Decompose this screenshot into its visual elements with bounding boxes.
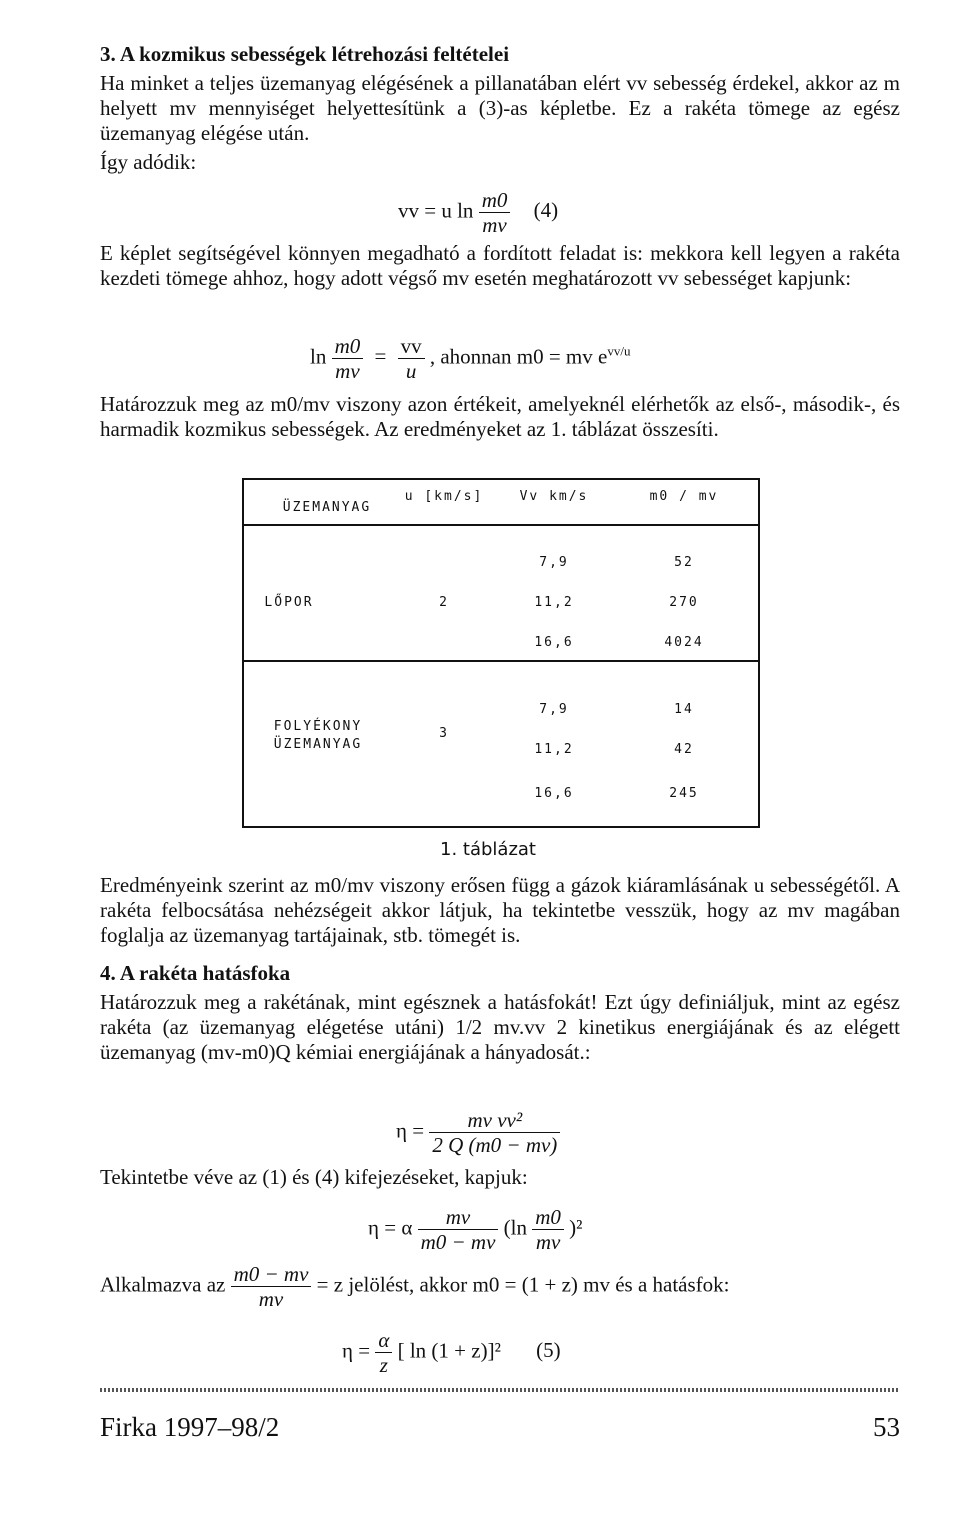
equation-4-tag: (4)	[533, 198, 559, 223]
section-4-title: 4. A rakéta hatásfoka	[100, 961, 291, 985]
table-header-ratio: m0 / mv	[649, 489, 719, 504]
substitution-den: mv	[258, 1287, 284, 1311]
table-row-2-u: 3	[439, 726, 449, 741]
equation-5-fraction	[375, 1328, 392, 1377]
equation-4-lhs: vv = u ln	[398, 198, 474, 223]
equation-efficiency-2-den-2: mv	[535, 1230, 561, 1254]
equation-efficiency-2-num-1: mv	[418, 1205, 499, 1230]
table-row-1-ratio-1: 52	[674, 555, 694, 570]
table-row-2-v-2: 11,2	[534, 742, 574, 757]
equation-5-rest: [ ln (1 + z)]²	[397, 1338, 501, 1363]
equation-4-numerator: m0	[479, 188, 511, 213]
table-header-u: u [km/s]	[404, 489, 484, 504]
equation-5-tag: (5)	[536, 1338, 561, 1363]
equation-5	[342, 1328, 561, 1377]
equation-efficiency-2-lhs: η = α	[368, 1215, 413, 1240]
equation-inverse-fraction-1	[332, 334, 364, 383]
section-3-paragraph-4: Határozzuk meg az m0/mv viszony azon értékeit, amelyeknél elérhetők az első-, második-, és harmadik kozmikus sebességek. Az eredményeket az 1. táblázat összesíti.	[100, 392, 900, 441]
equation-inverse-equals: =	[374, 344, 387, 369]
equation-inverse-fraction-2	[398, 334, 425, 383]
table-row-1-v-1: 7,9	[539, 555, 569, 570]
equation-efficiency-2-fraction-1	[418, 1205, 499, 1254]
equation-inverse-den-2: u	[405, 359, 417, 383]
table-row-1-ratio-3: 4024	[664, 635, 704, 650]
section-3-title: 3. A kozmikus sebességek létrehozási feltételei	[100, 42, 510, 66]
equation-4-fraction	[479, 188, 511, 237]
table-row-2-v-1: 7,9	[539, 702, 569, 717]
section-3-paragraph-1: Ha minket a teljes üzemanyag elégésének a pillanatában elért vv sebesség érdekel, akkor az m helyett mv mennyiséget helyettesítünk a (3)-as képletbe. Ez a rakéta tömege az egész üzemanyag elégése után.	[100, 71, 900, 145]
equation-efficiency-2-den-1: m0 − mv	[420, 1230, 496, 1254]
page-number: 53	[873, 1412, 900, 1442]
section-3-paragraph-2: Így adódik:	[100, 150, 197, 174]
substitution-line	[100, 1262, 900, 1311]
equation-inverse-rest: , ahonnan m0 = mv e	[429, 344, 608, 369]
substitution-num: m0 − mv	[231, 1262, 312, 1287]
equation-inverse-num-1: m0	[332, 334, 364, 359]
table-row-1-v-2: 11,2	[534, 595, 574, 610]
equation-efficiency-den: 2 Q (m0 − mv)	[432, 1133, 558, 1157]
equation-inverse-exponent: vv/u	[607, 343, 631, 359]
section-4-paragraph-1: Határozzuk meg a rakétának, mint egésznek a hatásfokát! Ezt úgy definiáljuk, mint az egész rakéta (az üzemanyag elégetése utáni) 1/2 mv.vv 2 kinetikus energiájának és az elégett üzemanyag (mv-m0)Q kémiai energiájának a hányadosát.:	[100, 990, 900, 1064]
table-row-2-ratio-1: 14	[674, 702, 694, 717]
equation-inverse	[310, 334, 630, 383]
table-row-2-ratio-3: 245	[669, 786, 699, 801]
table-row-2-ratio-2: 42	[674, 742, 694, 757]
table-row-1-fuel: LŐPOR	[264, 595, 314, 610]
equation-5-num: α	[375, 1328, 392, 1353]
journal-issue: Firka 1997–98/2	[100, 1412, 280, 1442]
table-row-1-ratio-2: 270	[669, 595, 699, 610]
table-header-fuel: ÜZEMANYAG	[282, 500, 372, 515]
equation-efficiency-2-num-2: m0	[532, 1205, 564, 1230]
equation-5-lhs: η =	[342, 1338, 371, 1363]
substitution-text-a: Alkalmazva az	[100, 1272, 226, 1297]
equation-efficiency-2-paren-left: (ln	[503, 1215, 527, 1240]
section-3-paragraph-5: Eredményeink szerint az m0/mv viszony erősen függ a gázok kiáramlásának u sebességétől. A rakéta felbocsátása nehézségeit akkor látjuk, ha tekintetbe vesszük, hogy az mv magában foglalja az üzemanyag tartájainak, stb. tömegét is.	[100, 873, 900, 947]
section-3-paragraph-3: E képlet segítségével könnyen megadható a fordított feladat is: mekkora kell legyen a rakéta kezdeti tömege ahhoz, hogy adott végső mv esetén meghatározott vv sebességet kapjunk:	[100, 241, 900, 290]
equation-inverse-num-2: vv	[398, 334, 425, 359]
table-row-2-v-3: 16,6	[534, 786, 574, 801]
equation-efficiency	[396, 1108, 560, 1157]
table-row-1-u: 2	[439, 595, 449, 610]
table-caption: 1. táblázat	[440, 839, 536, 860]
equation-efficiency-lhs: η =	[396, 1118, 425, 1143]
equation-inverse-den-1: mv	[335, 359, 360, 383]
section-4-paragraph-2: Tekintetbe véve az (1) és (4) kifejezéseket, kapjuk:	[100, 1165, 528, 1189]
table-row-2-fuel: FOLYÉKONY ÜZEMANYAG	[273, 719, 363, 752]
equation-efficiency-2-paren-right: )²	[569, 1215, 583, 1240]
equation-inverse-ln: ln	[310, 344, 327, 369]
substitution-fraction	[231, 1262, 312, 1311]
table-row-1-v-3: 16,6	[534, 635, 574, 650]
equation-efficiency-fraction	[429, 1108, 560, 1157]
equation-efficiency-2	[368, 1205, 582, 1254]
substitution-text-b: = z jelölést, akkor m0 = (1 + z) mv és a hatásfok:	[316, 1272, 730, 1297]
equation-4	[398, 188, 558, 237]
equation-5-den: z	[379, 1353, 388, 1377]
equation-4-denominator: mv	[482, 213, 507, 237]
results-table	[242, 478, 760, 828]
footer-rule	[100, 1388, 900, 1392]
table-row-separator	[244, 660, 758, 662]
equation-efficiency-2-fraction-2	[532, 1205, 564, 1254]
equation-efficiency-num: mv vv²	[429, 1108, 560, 1133]
table-header-vv: Vv km/s	[519, 489, 589, 504]
